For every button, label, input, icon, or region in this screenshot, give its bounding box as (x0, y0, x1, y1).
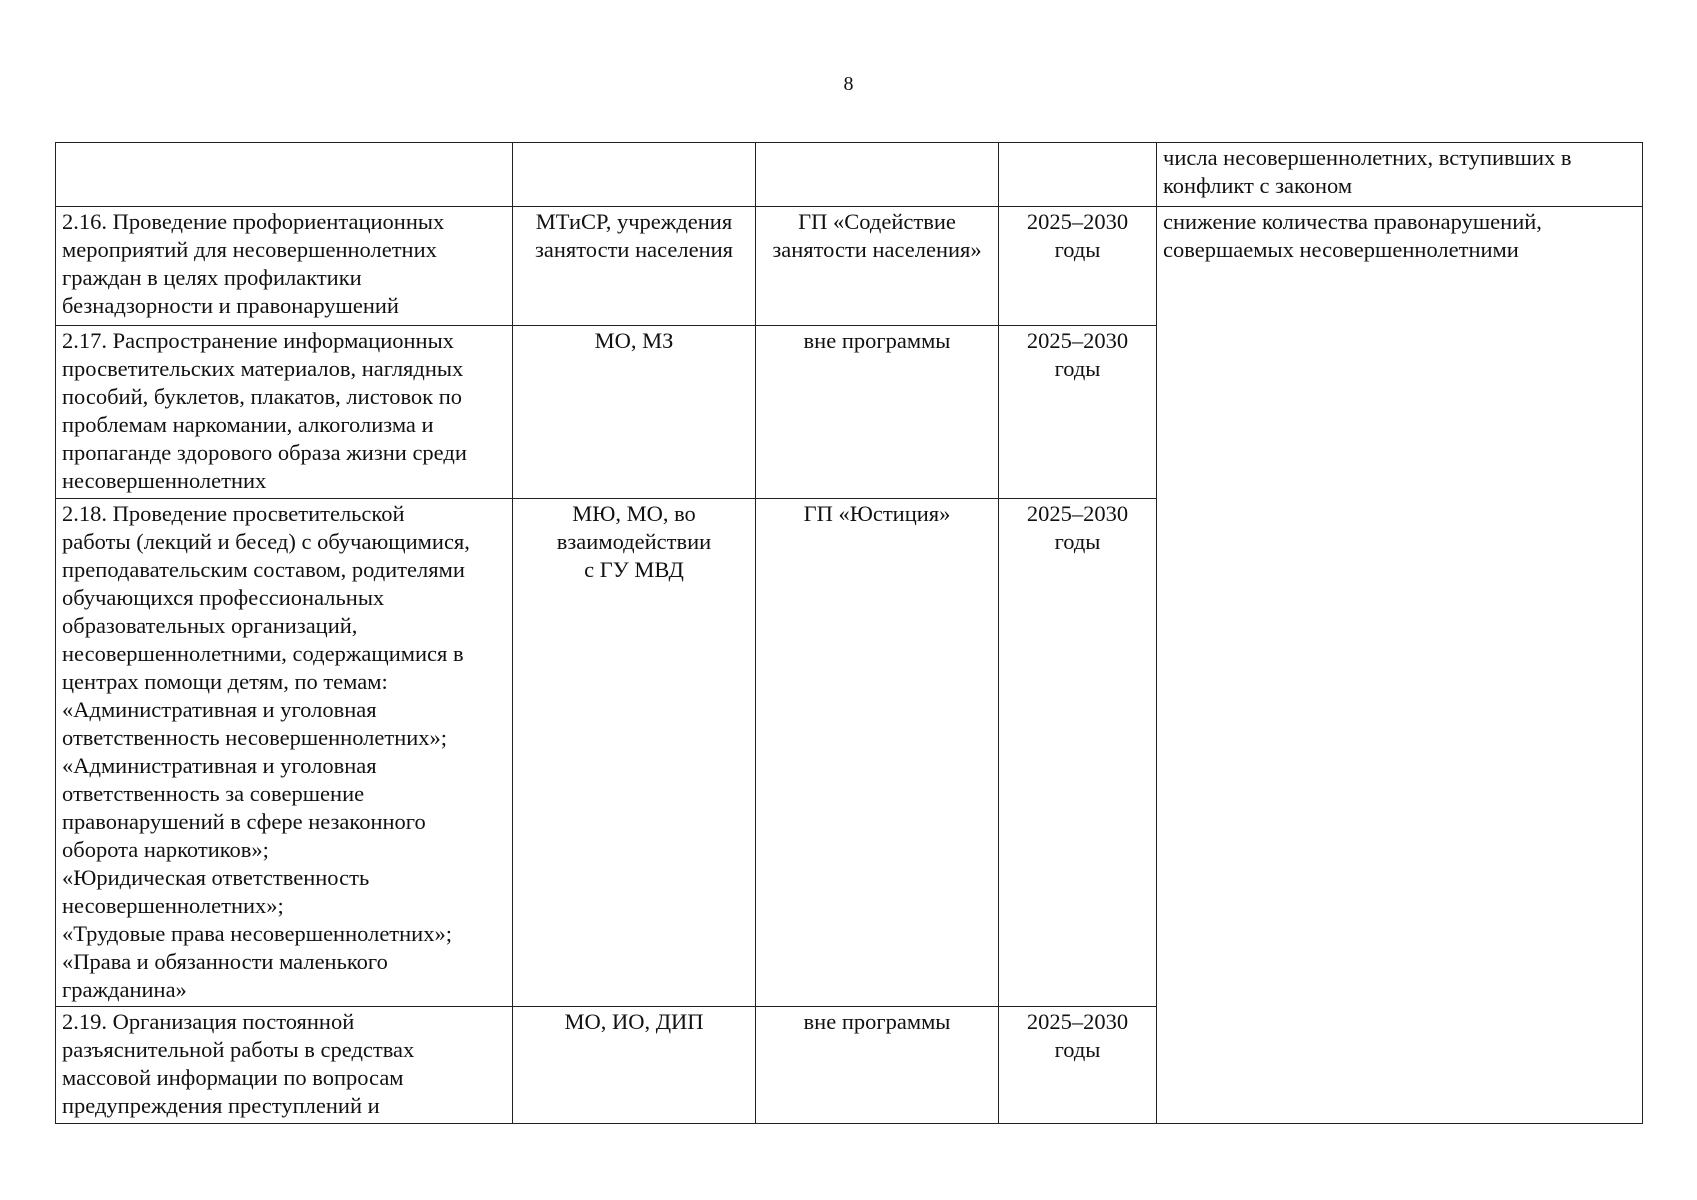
funding-source-cell: ГП «Содействие занятости населения» (756, 207, 999, 326)
executor-cell: МТиСР, учреждения занятости населения (513, 207, 756, 326)
action-cell: 2.18. Проведение просветительской работы (лекций и бесед) с обучающимися, преподавательским составом, родителями обучающихся профессиональных образовательных организаций, несовершеннолетними, содержащимися в центрах помощи детям, по темам: «Административная и уголовная ответственность несовершеннолетних»; «Административная и уголовная ответственность за совершение правонарушений в сфере незаконного оборота наркотиков»; «Юридическая ответственность несовершеннолетних»; «Трудовые права несовершеннолетних»; «Права и обязанности маленького гражданина» (56, 499, 513, 1007)
table-row-continuation (56, 143, 1643, 207)
table-row (56, 207, 1643, 326)
action-cell: 2.16. Проведение профориентационных мероприятий для несовершеннолетних граждан в целях профилактики безнадзорности и правонарушений (56, 207, 513, 326)
term-cell: 2025–2030 годы (999, 326, 1157, 499)
page-number: 8 (843, 73, 854, 95)
action-cell: 2.19. Организация постоянной разъяснительной работы в средствах массовой информации по вопросам предупреждения преступлений и (56, 1007, 513, 1124)
executor-cell (513, 143, 756, 207)
executor-cell: МО, МЗ (513, 326, 756, 499)
funding-source-cell: вне программы (756, 326, 999, 499)
executor-cell: МЮ, МО, во взаимодействии с ГУ МВД (513, 499, 756, 1007)
result-cell: числа несовершеннолетних, вступивших в конфликт с законом (1157, 143, 1643, 207)
funding-source-cell: ГП «Юстиция» (756, 499, 999, 1007)
funding-source-cell: вне программы (756, 1007, 999, 1124)
executor-cell: МО, ИО, ДИП (513, 1007, 756, 1124)
term-cell: 2025–2030 годы (999, 207, 1157, 326)
action-cell: 2.17. Распространение информационных просветительских материалов, наглядных пособий, буклетов, плакатов, листовок по проблемам наркомании, алкоголизма и пропаганде здорового образа жизни среди несовершеннолетних (56, 326, 513, 499)
term-cell: 2025–2030 годы (999, 499, 1157, 1007)
action-plan-table (55, 142, 1643, 1124)
term-cell: 2025–2030 годы (999, 1007, 1157, 1124)
term-cell (999, 143, 1157, 207)
action-cell (56, 143, 513, 207)
merged-result-cell: снижение количества правонарушений, совершаемых несовершеннолетними (1157, 207, 1643, 1124)
funding-source-cell (756, 143, 999, 207)
